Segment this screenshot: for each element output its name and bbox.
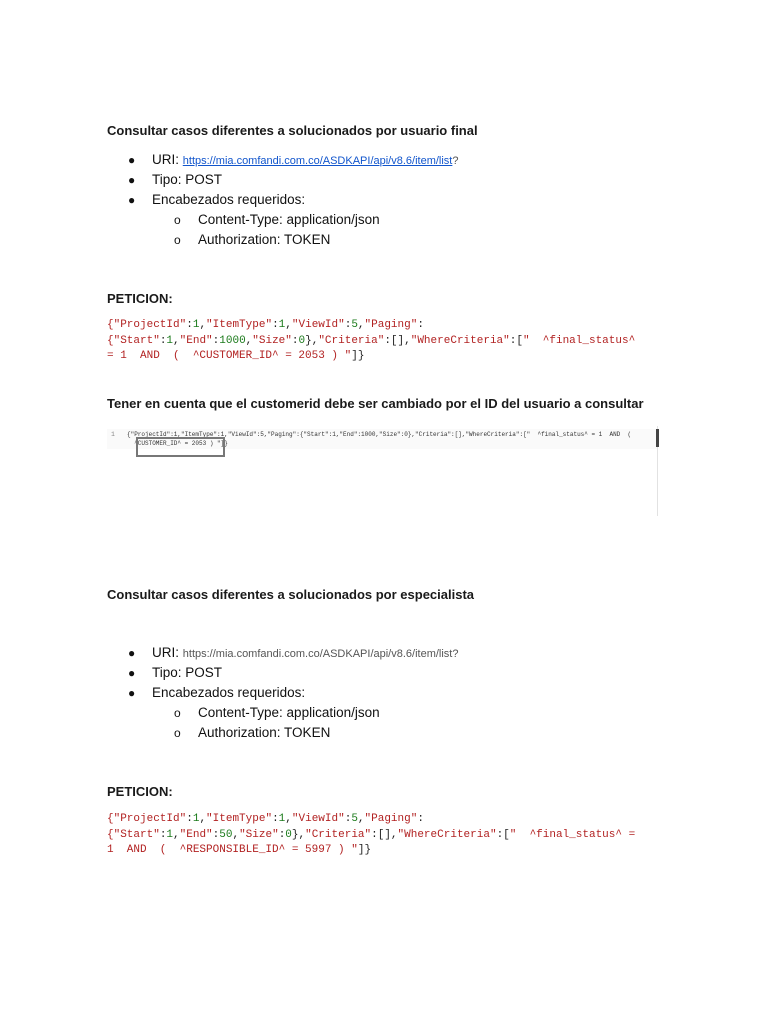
scrollbar[interactable]	[656, 429, 659, 447]
uri-text: https://mia.comfandi.com.co/ASDKAPI/api/v8.6/item/list?	[182, 648, 459, 660]
bullet-dot-icon: ●	[128, 666, 136, 680]
encabezados-text: Encabezados requeridos:	[152, 192, 306, 207]
bullet-dot-icon: ●	[128, 646, 136, 660]
editor-screenshot	[107, 426, 658, 516]
section2-code-block: {"ProjectId":1,"ItemType":1,"ViewId":5,"Paging": {"Start":1,"End":50,"Size":0},"Criteria":[],"WhereCriteria":[" ^final_status^ = 1 AND ( ^RESPONSIBLE_ID^ = 5997 ) "]}	[107, 813, 636, 856]
uri-label: URI:	[152, 152, 179, 167]
circle-bullet-icon: o	[174, 213, 181, 227]
tipo-text: Tipo: POST	[152, 172, 223, 187]
section2-peticion-label: PETICION:	[107, 784, 173, 799]
content-type-text: Content-Type: application/json	[198, 705, 380, 720]
circle-bullet-icon: o	[174, 233, 181, 247]
bullet-dot-icon: ●	[128, 173, 136, 187]
bullet-dot-icon: ●	[128, 686, 136, 700]
customerid-note: Tener en cuenta que el customerid debe ser cambiado por el ID del usuario a consultar	[107, 396, 644, 411]
authorization-text: Authorization: TOKEN	[198, 725, 331, 740]
editor-code: {"ProjectId":1,"ItemType":1,"ViewId":5,"Paging":{"Start":1,"End":1000,"Size":0},"Criteria":[],"WhereCriteria":[" ^final_status^ = 1 AND ( ^CUSTOMER_ID^ = 2053 ) "]}	[127, 431, 632, 447]
circle-bullet-icon: o	[174, 706, 181, 720]
section1-peticion-label: PETICION:	[107, 291, 173, 306]
circle-bullet-icon: o	[174, 726, 181, 740]
bullet-dot-icon: ●	[128, 193, 136, 207]
uri-link[interactable]: https://mia.comfandi.com.co/ASDKAPI/api/v8.6/item/list	[182, 155, 453, 167]
highlight-box	[136, 437, 225, 457]
uri-suffix: ?	[452, 155, 459, 167]
authorization-text: Authorization: TOKEN	[198, 232, 331, 247]
section2-title: Consultar casos diferentes a solucionados por especialista	[107, 587, 475, 602]
encabezados-text: Encabezados requeridos:	[152, 685, 306, 700]
section1-title: Consultar casos diferentes a solucionados por usuario final	[107, 123, 478, 138]
line-number: 1	[111, 431, 115, 438]
tipo-text: Tipo: POST	[152, 665, 223, 680]
section1-code-block: {"ProjectId":1,"ItemType":1,"ViewId":5,"Paging": {"Start":1,"End":1000,"Size":0},"Criteria":[],"WhereCriteria":[" ^final_status^ = 1 AND ( ^CUSTOMER_ID^ = 2053 ) "]}	[107, 319, 636, 362]
uri-label: URI:	[152, 645, 179, 660]
content-type-text: Content-Type: application/json	[198, 212, 380, 227]
bullet-dot-icon: ●	[128, 153, 136, 167]
